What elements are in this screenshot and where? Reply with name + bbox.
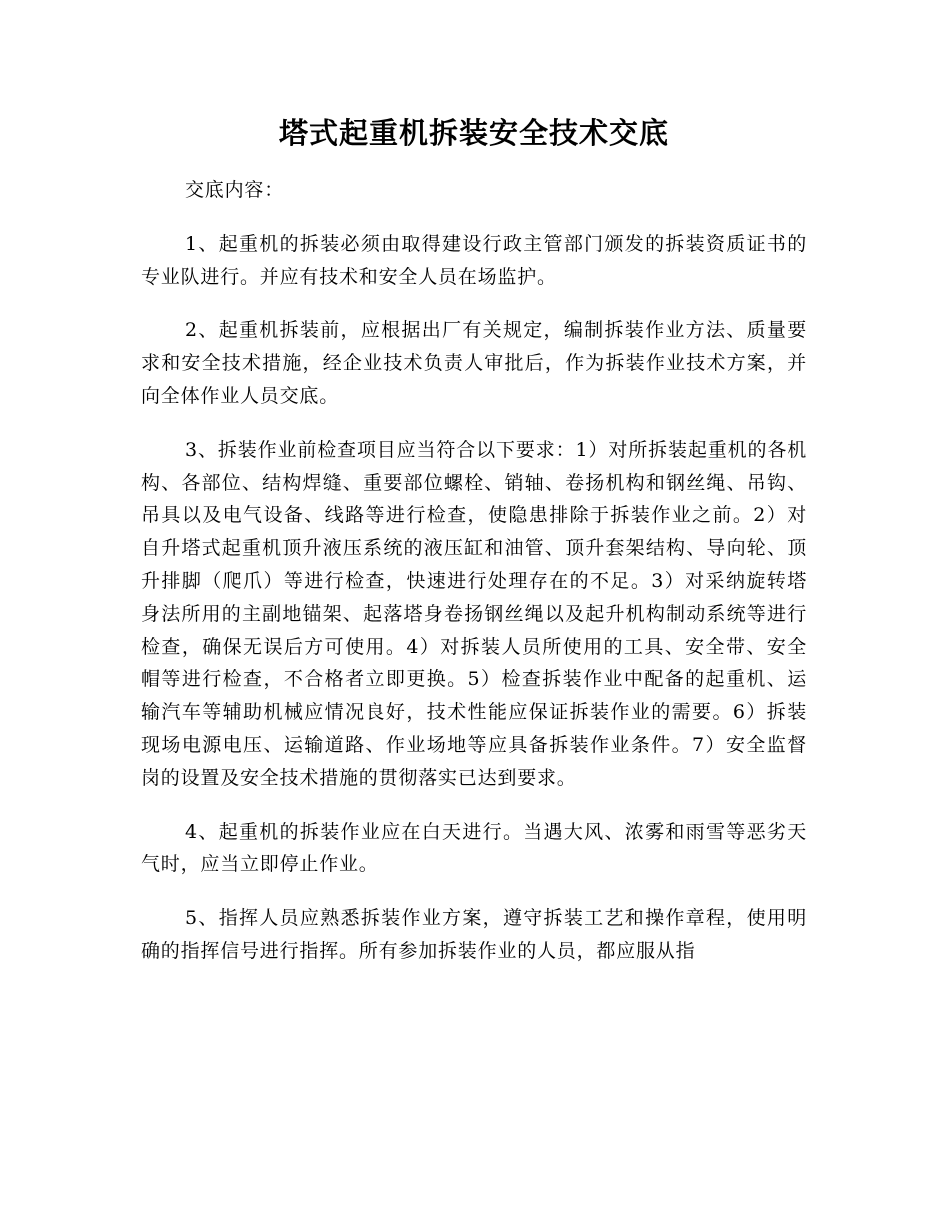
paragraph-5: 5、指挥人员应熟悉拆装作业方案，遵守拆装工艺和操作章程，使用明确的指挥信号进行指挥。所有参加拆装作业的人员，都应服从指 xyxy=(141,907,807,962)
intro-label: 交底内容： xyxy=(185,179,285,201)
paragraph-3: 3、拆装作业前检查项目应当符合以下要求：1）对所拆装起重机的各机构、各部位、结构焊缝、重要部位螺栓、销轴、卷扬机构和钢丝绳、吊钩、吊具以及电气设备、线路等进行检查，使隐患排除于拆装作业之前。2）对自升塔式起重机顶升液压系统的液压缸和油管、顶升套架结构、导向轮、顶升排脚（爬爪）等进行检查，快速进行处理存在的不足。3）对采纳旋转塔身法所用的主副地锚架、起落塔身卷扬钢丝绳以及起升机构制动系统等进行检查，确保无误后方可使用。4）对拆装人员所使用的工具、安全带、安全帽等进行检查，不合格者立即更换。5）检查拆装作业中配备的起重机、运输汽车等辅助机械应情况良好，技术性能应保证拆装作业的需要。6）拆装现场电源电压、运输道路、作业场地等应具备拆装作业条件。7）安全监督岗的设置及安全技术措施的贯彻落实已达到要求。 xyxy=(141,438,807,789)
document-title: 塔式起重机拆装安全技术交底 xyxy=(278,116,669,150)
paragraph-1: 1、起重机的拆装必须由取得建设行政主管部门颁发的拆装资质证书的专业队进行。并应有技术和安全人员在场监护。 xyxy=(141,232,807,288)
paragraph-4: 4、起重机的拆装作业应在白天进行。当遇大风、浓雾和雨雪等恶劣天气时，应当立即停止作业。 xyxy=(141,820,807,876)
paragraph-2: 2、起重机拆装前，应根据出厂有关规定，编制拆装作业方法、质量要求和安全技术措施，经企业技术负责人审批后，作为拆装作业技术方案，并向全体作业人员交底。 xyxy=(141,319,807,407)
document-body xyxy=(141,112,807,989)
